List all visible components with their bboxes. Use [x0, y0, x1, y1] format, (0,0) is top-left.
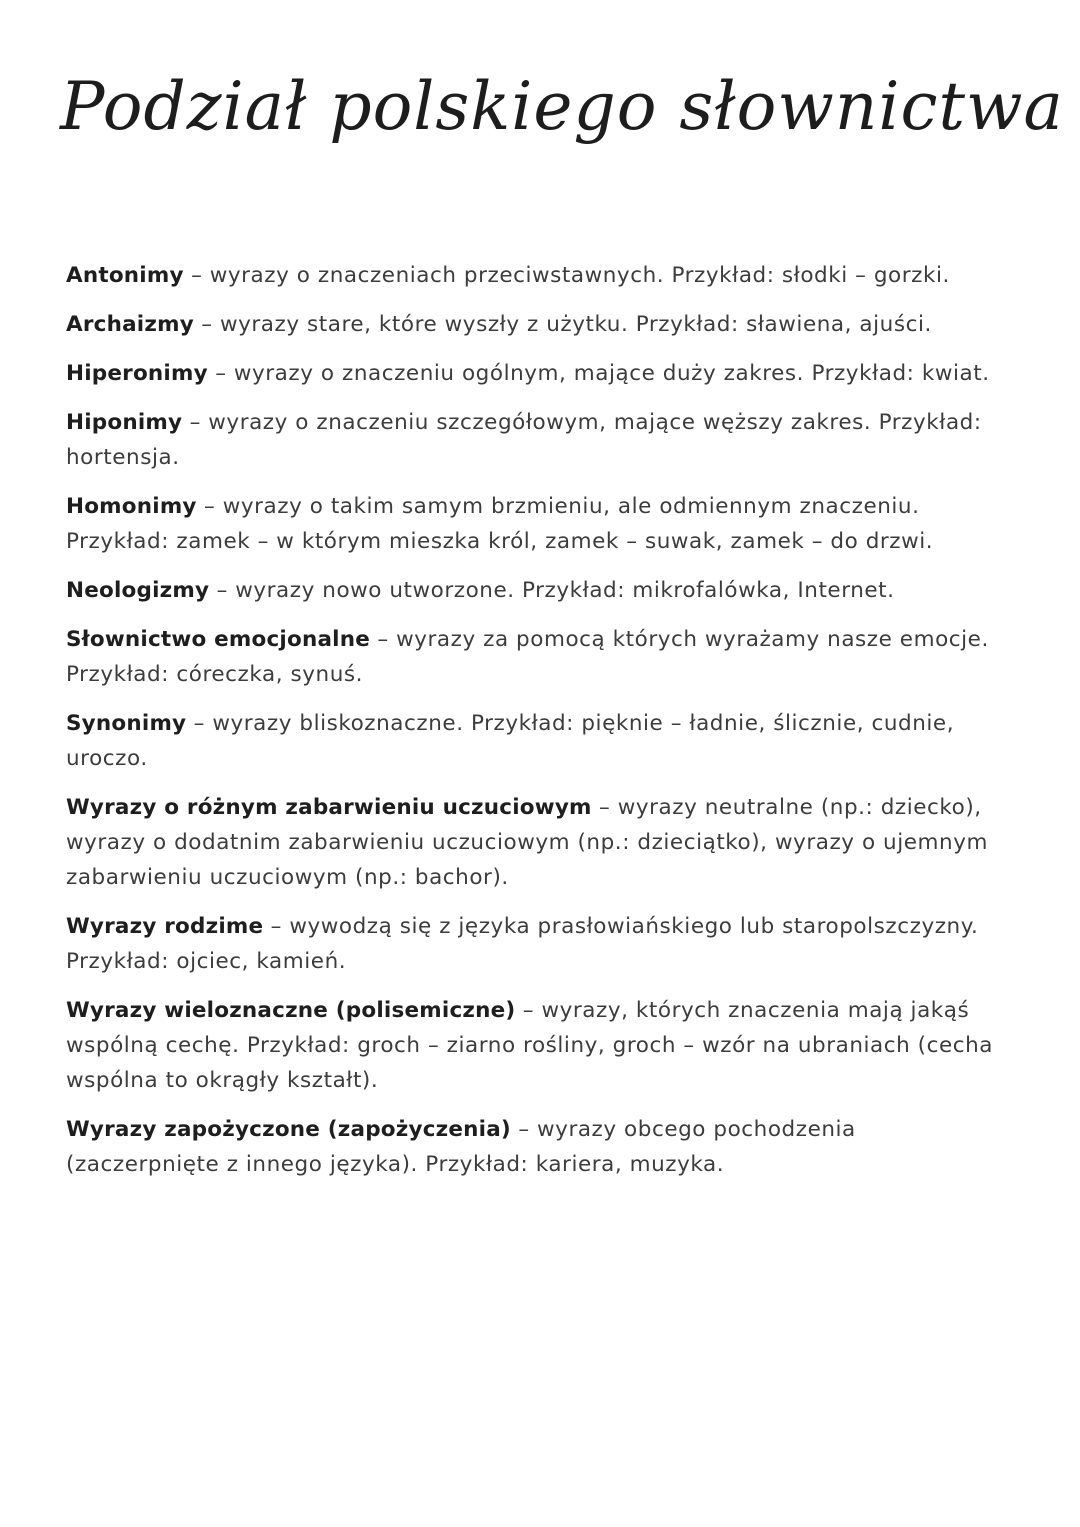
entry-term: Wyrazy zapożyczone (zapożyczenia): [66, 1117, 511, 1142]
entry-definition: – wyrazy o znaczeniu szczegółowym, mające węższy zakres. Przykład: hortensja.: [66, 410, 982, 470]
entry-definition: – wyrazy stare, które wyszły z użytku. Przykład: sławiena, ajuści.: [193, 312, 932, 337]
entry-term: Hiperonimy: [66, 361, 208, 386]
glossary-entry: [66, 1112, 1016, 1182]
entry-definition: – wyrazy obcego pochodzenia (zaczerpnięte z innego języka). Przykład: kariera, muzyka.: [66, 1117, 856, 1177]
entry-term: Wyrazy wieloznaczne (polisemiczne): [66, 998, 516, 1023]
glossary-entry: [66, 258, 1016, 293]
glossary-entry: [66, 307, 1016, 342]
entry-definition: – wywodzą się z języka prasłowiańskiego lub staropolszczyzny. Przykład: ojciec, kamień.: [66, 914, 979, 974]
glossary-entry: [66, 622, 1016, 692]
entry-definition: – wyrazy o znaczeniu ogólnym, mające duży zakres. Przykład: kwiat.: [207, 361, 990, 386]
glossary-entry: [66, 909, 1016, 979]
entry-term: Archaizmy: [66, 312, 194, 337]
glossary-entry: [66, 706, 1016, 776]
entry-term: Słownictwo emocjonalne: [66, 627, 371, 652]
entry-term: Hiponimy: [66, 410, 183, 435]
entry-term: Wyrazy rodzime: [66, 914, 264, 939]
entry-definition: – wyrazy bliskoznaczne. Przykład: pięknie – ładnie, ślicznie, cudnie, uroczo.: [66, 711, 955, 771]
glossary-entry: [66, 356, 1016, 391]
glossary-entry: [66, 993, 1016, 1098]
glossary-list: [66, 258, 1016, 1196]
page-title: Podział polskiego słownictwa: [60, 68, 1064, 145]
glossary-entry: [66, 790, 1016, 895]
entry-definition: – wyrazy nowo utworzone. Przykład: mikrofalówka, Internet.: [209, 578, 895, 603]
entry-term: Wyrazy o różnym zabarwieniu uczuciowym: [66, 795, 592, 820]
entry-term: Homonimy: [66, 494, 197, 519]
entry-definition: – wyrazy neutralne (np.: dziecko), wyrazy o dodatnim zabarwieniu uczuciowym (np.: dzieciątko), wyrazy o ujemnym zabarwieniu uczuciowym (np.: bachor).: [66, 795, 988, 890]
entry-definition: – wyrazy o takim samym brzmieniu, ale odmiennym znaczeniu. Przykład: zamek – w którym mieszka król, zamek – suwak, zamek – do drzwi.: [66, 494, 934, 554]
entry-definition: – wyrazy, których znaczenia mają jakąś wspólną cechę. Przykład: groch – ziarno rośliny, groch – wzór na ubraniach (cecha wspólna to okrągły kształt).: [66, 998, 994, 1093]
entry-term: Synonimy: [66, 711, 187, 736]
glossary-entry: [66, 573, 1016, 608]
glossary-entry: [66, 405, 1016, 475]
entry-definition: – wyrazy o znaczeniach przeciwstawnych. Przykład: słodki – gorzki.: [183, 263, 950, 288]
glossary-entry: [66, 489, 1016, 559]
entry-term: Neologizmy: [66, 578, 210, 603]
entry-term: Antonimy: [66, 263, 184, 288]
entry-definition: – wyrazy za pomocą których wyrażamy nasze emocje. Przykład: córeczka, synuś.: [66, 627, 989, 687]
